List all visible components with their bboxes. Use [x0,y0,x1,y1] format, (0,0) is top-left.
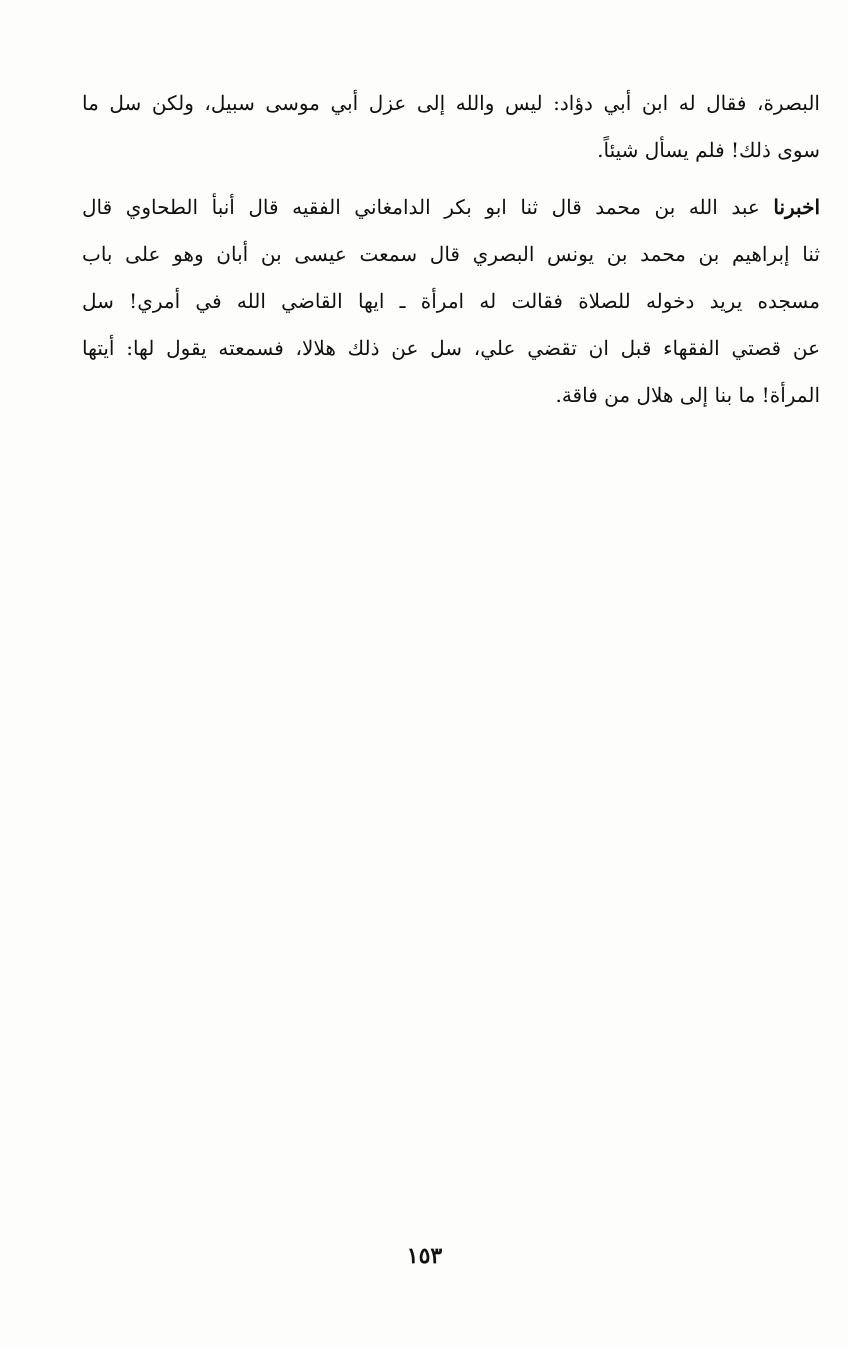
text-line: سوى ذلك! فلم يسأل شيئاً. [597,138,820,162]
text-line: البصرة، فقال له ابن أبي دؤاد: ليس والله إلى عزل أبي موسى سبيل، ولكن سل ما [82,91,820,115]
page-number: ١٥٣ [406,1243,443,1269]
paragraph-1 [82,80,820,174]
paragraph-lead-word: اخبرنا [773,195,820,219]
text-line: المرأة! ما بنا إلى هلال من فاقة. [555,383,820,407]
text-line: مسجده يريد دخوله للصلاة فقالت له امرأة ـ ايها القاضي الله في أمري! سل [82,289,820,313]
paragraph-2 [82,184,820,419]
text-line: ثنا إبراهيم بن محمد بن يونس البصري قال سمعت عيسى بن أبان وهو على باب [82,242,820,266]
text-line [82,184,820,231]
text-line: عن قصتي الفقهاء قبل ان تقضي علي، سل عن ذلك هلالا، فسمعته يقول لها: أيتها [82,336,820,360]
text-line-rest: عبد الله بن محمد قال ثنا ابو بكر الدامغاني الفقيه قال أنبأ الطحاوي قال [82,195,774,219]
